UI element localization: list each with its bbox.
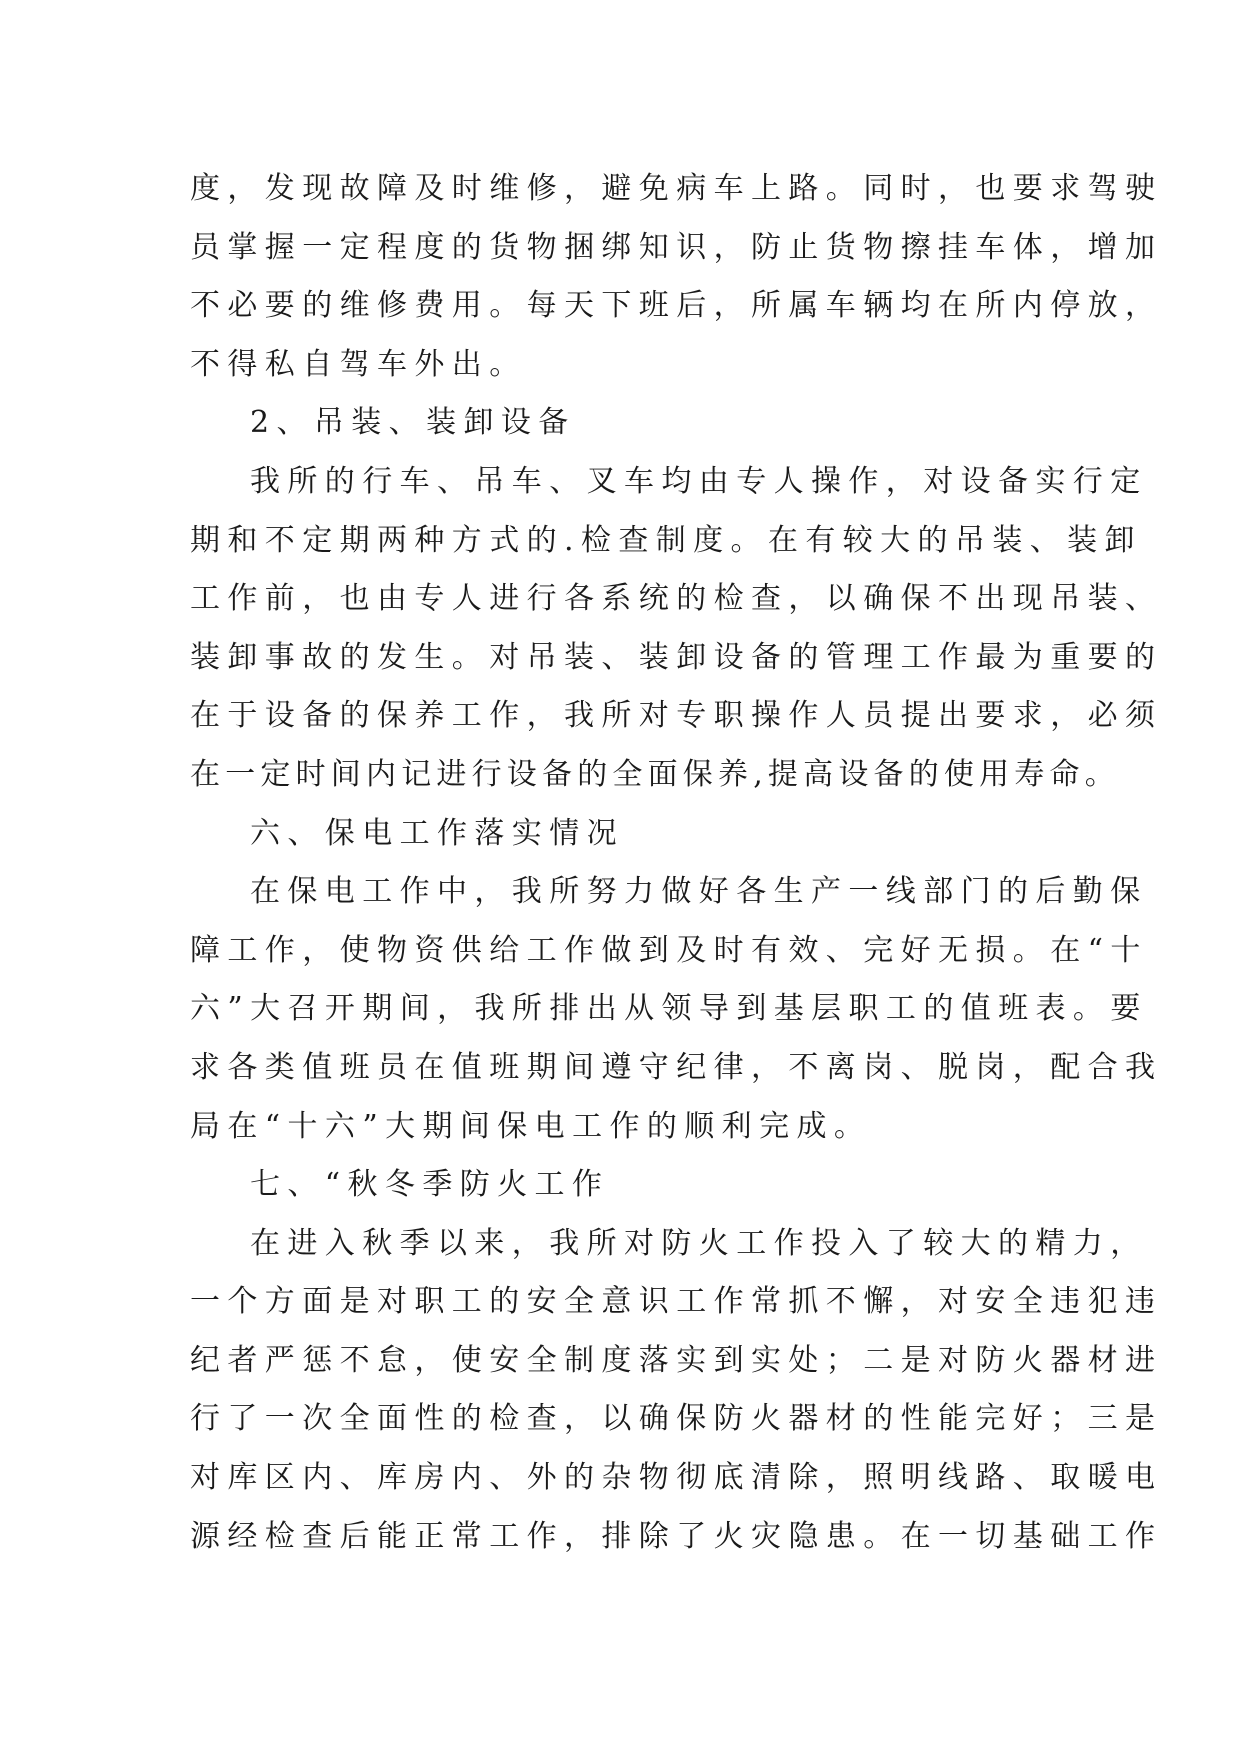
body-line: 度，发现故障及时维修，避免病车上路。同时，也要求驾驶	[190, 171, 1163, 206]
body-line: 不得私自驾车外出。	[190, 346, 527, 382]
body-line: 在一定时间内记进行设备的全面保养,提高设备的使用寿命。	[190, 756, 1120, 792]
paragraph-first-line: 在保电工作中，我所努力做好各生产一线部门的后勤保	[250, 874, 1148, 910]
body-line: 不必要的维修费用。每天下班后，所属车辆均在所内停放，	[190, 288, 1163, 324]
section-heading-power-supply: 六、保电工作落实情况	[250, 815, 624, 851]
body-line: 纪者严惩不怠，使安全制度落实到实处；二是对防火器材进	[190, 1342, 1163, 1378]
body-line: 在于设备的保养工作，我所对专职操作人员提出要求，必须	[190, 698, 1163, 734]
body-line: 局在“十六”大期间保电工作的顺利完成。	[190, 1108, 872, 1144]
section-heading-lifting-equipment: 2、吊装、装卸设备	[250, 405, 576, 441]
body-line: 员掌握一定程度的货物捆绑知识，防止货物擦挂车体，增加	[190, 229, 1163, 265]
body-line: 障工作，使物资供给工作做到及时有效、完好无损。在“十	[190, 932, 1148, 968]
section-heading-fire-prevention: 七、“秋冬季防火工作	[250, 1167, 610, 1203]
body-line: 装卸事故的发生。对吊装、装卸设备的管理工作最为重要的	[190, 639, 1163, 675]
document-body	[190, 160, 1163, 1566]
body-line: 对库区内、库房内、外的杂物彻底清除，照明线路、取暖电	[190, 1460, 1163, 1496]
paragraph-first-line: 我所的行车、吊车、叉车均由专人操作，对设备实行定	[250, 463, 1148, 499]
body-line: 行了一次全面性的检查，以确保防火器材的性能完好；三是	[190, 1401, 1163, 1437]
body-line: 源经检查后能正常工作，排除了火灾隐患。在一切基础工作	[190, 1518, 1163, 1554]
paragraph-first-line: 在进入秋季以来，我所对防火工作投入了较大的精力，	[250, 1225, 1148, 1261]
body-line: 一个方面是对职工的安全意识工作常抓不懈，对安全违犯违	[190, 1284, 1163, 1320]
body-line: 期和不定期两种方式的.检查制度。在有较大的吊装、装卸	[190, 522, 1142, 558]
body-line: 六”大召开期间，我所排出从领导到基层职工的值班表。要	[190, 991, 1148, 1027]
body-line: 工作前，也由专人进行各系统的检查，以确保不出现吊装、	[190, 581, 1163, 617]
body-line: 求各类值班员在值班期间遵守纪律，不离岗、脱岗，配合我	[190, 1049, 1163, 1085]
